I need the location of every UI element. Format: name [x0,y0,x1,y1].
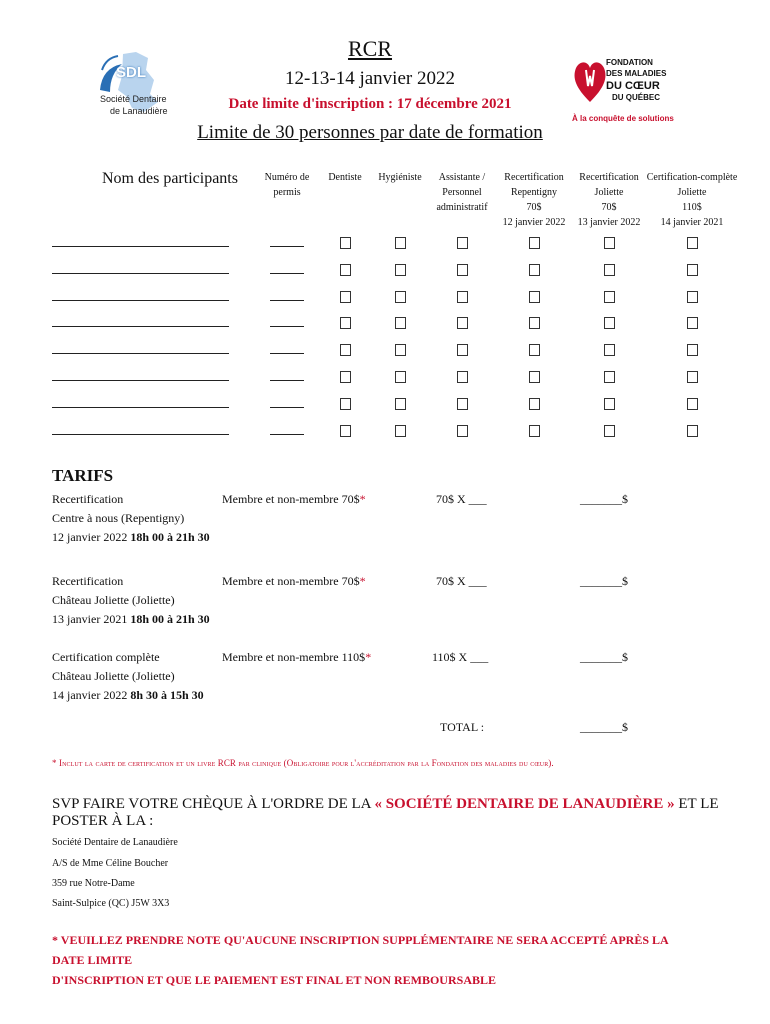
tarif-schedule [52,686,204,705]
payment-org: « SOCIÉTÉ DENTAIRE DE LANAUDIÈRE » [374,796,675,812]
participant-name-field[interactable] [52,246,229,247]
participant-name-field[interactable] [52,326,229,327]
tarif-type: Recertification [52,492,124,506]
tarif-item [52,490,210,547]
column-header-2 [375,170,425,185]
note-star: * [52,758,57,768]
column-header-line: Hygiéniste [378,172,422,183]
warning-line-2: D'INSCRIPTION ET QUE LE PAIEMENT EST FINAL ET NON REMBOURSABLE [52,973,496,987]
checkbox[interactable] [395,264,406,276]
member-price-text: Membre et non-membre 110$ [222,650,366,664]
checkbox[interactable] [604,371,615,383]
checkbox[interactable] [529,371,540,383]
column-header-line: 70$ [601,202,617,213]
participant-name-field[interactable] [52,273,229,274]
column-header-line: Recertification [504,172,564,183]
tarifs-heading: TARIFS [52,466,114,485]
page-title: RCR [347,36,393,61]
checkbox[interactable] [395,344,406,356]
checkbox[interactable] [529,291,540,303]
checkbox[interactable] [457,317,468,329]
tarif-date: 13 janvier 2021 [52,612,128,626]
column-header-line: Certification-complète [646,172,738,183]
checkbox[interactable] [529,317,540,329]
tarif-date: 12 janvier 2022 [52,530,128,544]
checkbox[interactable] [687,425,698,437]
course-dates: 12-13-14 janvier 2022 [285,68,455,89]
warning-line-1: * VEUILLEZ PRENDRE NOTE QU'AUCUNE INSCRIPTION SUPPLÉMENTAIRE NE SERA ACCEPTÉ APRÈS LA DATE LIMITE [52,933,669,967]
participant-name-field[interactable] [52,407,229,408]
tarif-type: Certification complète [52,650,160,664]
permit-number-field[interactable] [270,353,304,354]
fmcq-tagline: À la conquête de solutions [572,114,674,123]
checkbox[interactable] [529,425,540,437]
checkbox[interactable] [457,291,468,303]
tarif-quantity-field[interactable]: 110$ X ___ [432,650,489,664]
tarif-amount-field[interactable]: _______$ [580,574,628,588]
address-line-3: 359 rue Notre-Dame [52,878,135,889]
total-amount-field[interactable]: _______$ [580,720,628,734]
column-header-line: permis [273,187,301,198]
fmcq-line3: DU CŒUR [606,80,660,92]
participant-name-field[interactable] [52,434,229,435]
price-star: * [359,574,366,588]
participant-name-field[interactable] [52,353,229,354]
column-header-line: 14 janvier 2021 [660,217,724,228]
tarif-time: 18h 00 à 21h 30 [130,530,210,544]
member-price-text: Membre et non-membre 70$ [222,574,360,588]
certification-note [52,758,554,768]
checkbox[interactable] [340,237,351,249]
checkbox[interactable] [604,264,615,276]
checkbox[interactable] [457,425,468,437]
tarif-amount-field[interactable]: _______$ [580,650,628,664]
tarif-amount-field[interactable]: _______$ [580,492,628,506]
column-header-6 [645,170,740,230]
checkbox[interactable] [604,317,615,329]
column-header-line: 12 janvier 2022 [502,217,566,228]
checkbox[interactable] [604,237,615,249]
sdl-name-line2: de Lanaudière [110,106,168,116]
checkbox[interactable] [457,398,468,410]
column-header-line: Assistante / [438,172,486,183]
column-header-5 [569,170,649,230]
checkbox[interactable] [395,371,406,383]
tarif-member-price [222,648,371,667]
checkbox[interactable] [395,398,406,410]
sdl-logo [88,50,178,130]
participant-name-field[interactable] [52,300,229,301]
tarif-schedule [52,610,210,629]
checkbox[interactable] [529,398,540,410]
sdl-abbr: SDL [116,64,146,81]
tarif-date: 14 janvier 2022 [52,688,128,702]
permit-number-field[interactable] [270,300,304,301]
sdl-name-line1: Société Dentaire [100,94,167,104]
checkbox[interactable] [687,237,698,249]
tarif-time: 8h 30 à 15h 30 [130,688,204,702]
checkbox[interactable] [340,371,351,383]
fmcq-line2: DES MALADIES [606,69,667,78]
final-warning [52,930,672,990]
checkbox[interactable] [457,371,468,383]
payment-prefix: SVP FAIRE VOTRE CHÈQUE À L'ORDRE DE LA [52,796,375,812]
checkbox[interactable] [395,425,406,437]
address-line-2: A/S de Mme Céline Boucher [52,858,169,869]
total-label: TOTAL : [440,720,485,734]
column-header-3 [432,170,492,215]
column-header-line: Repentigny [510,187,558,198]
column-header-line: administratif [436,202,488,213]
column-header-line: Personnel [442,187,482,198]
checkbox[interactable] [604,425,615,437]
participant-limit: Limite de 30 personnes par date de formation [197,122,543,143]
checkbox[interactable] [529,237,540,249]
column-header-line: Dentiste [328,172,362,183]
tarif-quantity-field[interactable]: 70$ X ___ [436,574,487,588]
checkbox[interactable] [340,291,351,303]
checkbox[interactable] [687,264,698,276]
column-header-line: Numéro de [264,172,310,183]
permit-number-field[interactable] [270,326,304,327]
checkbox[interactable] [604,291,615,303]
tarif-member-price [222,490,366,509]
checkbox[interactable] [340,398,351,410]
address-line-4: Saint-Sulpice (QC) J5W 3X3 [52,898,170,909]
checkbox[interactable] [340,344,351,356]
price-star: * [359,492,366,506]
checkbox[interactable] [457,344,468,356]
tarif-item [52,648,204,705]
checkbox[interactable] [604,398,615,410]
permit-number-field[interactable] [270,407,304,408]
checkbox[interactable] [687,398,698,410]
tarif-location: Château Joliette (Joliette) [52,669,175,683]
permit-number-field[interactable] [270,380,304,381]
heart-icon [572,56,608,106]
column-header-line: Joliette [594,187,624,198]
payment-suffix: ET LE POSTER À LA : [52,796,719,829]
address-line-1: Société Dentaire de Lanaudière [52,837,178,848]
checkbox[interactable] [529,264,540,276]
member-price-text: Membre et non-membre 70$ [222,492,360,506]
permit-number-field[interactable] [270,434,304,435]
checkbox[interactable] [395,237,406,249]
checkbox[interactable] [687,344,698,356]
checkbox[interactable] [340,264,351,276]
column-header-line: Joliette [677,187,707,198]
column-header-0 [257,170,317,200]
column-header-4 [494,170,574,230]
tarif-item [52,572,210,629]
participant-name-field[interactable] [52,380,229,381]
permit-number-field[interactable] [270,246,304,247]
permit-number-field[interactable] [270,273,304,274]
column-header-line: 110$ [682,202,702,213]
column-header-line: Recertification [579,172,639,183]
tarif-schedule [52,528,210,547]
tarif-quantity-field[interactable]: 70$ X ___ [436,492,487,506]
fmcq-line1: FONDATION [606,58,653,67]
payment-instructions [52,796,770,830]
tarif-member-price [222,572,366,591]
participants-name-header: Nom des participants [102,170,238,187]
tarif-type: Recertification [52,574,124,588]
note-text: Inclut la carte de certification et un livre RCR par clinique (Obligatoire pour l'accréditation par la Fondation des maladies du cœur). [58,758,554,768]
column-header-line: 70$ [526,202,542,213]
checkbox[interactable] [457,264,468,276]
tarif-time: 18h 00 à 21h 30 [130,612,210,626]
checkbox[interactable] [687,317,698,329]
tarif-location: Centre à nous (Repentigny) [52,511,185,525]
sdl-logo-graphic [88,50,178,130]
checkbox[interactable] [687,371,698,383]
column-header-line: 13 janvier 2022 [577,217,641,228]
checkbox[interactable] [395,291,406,303]
heart-foundation-logo [572,56,672,126]
checkbox[interactable] [340,317,351,329]
checkbox[interactable] [395,317,406,329]
checkbox[interactable] [687,291,698,303]
registration-deadline: Date limite d'inscription : 17 décembre 2021 [228,96,512,112]
checkbox[interactable] [529,344,540,356]
checkbox[interactable] [604,344,615,356]
fmcq-line4: DU QUÉBEC [612,93,661,102]
column-header-1 [320,170,370,185]
checkbox[interactable] [457,237,468,249]
checkbox[interactable] [340,425,351,437]
tarif-location: Château Joliette (Joliette) [52,593,175,607]
price-star: * [365,650,372,664]
